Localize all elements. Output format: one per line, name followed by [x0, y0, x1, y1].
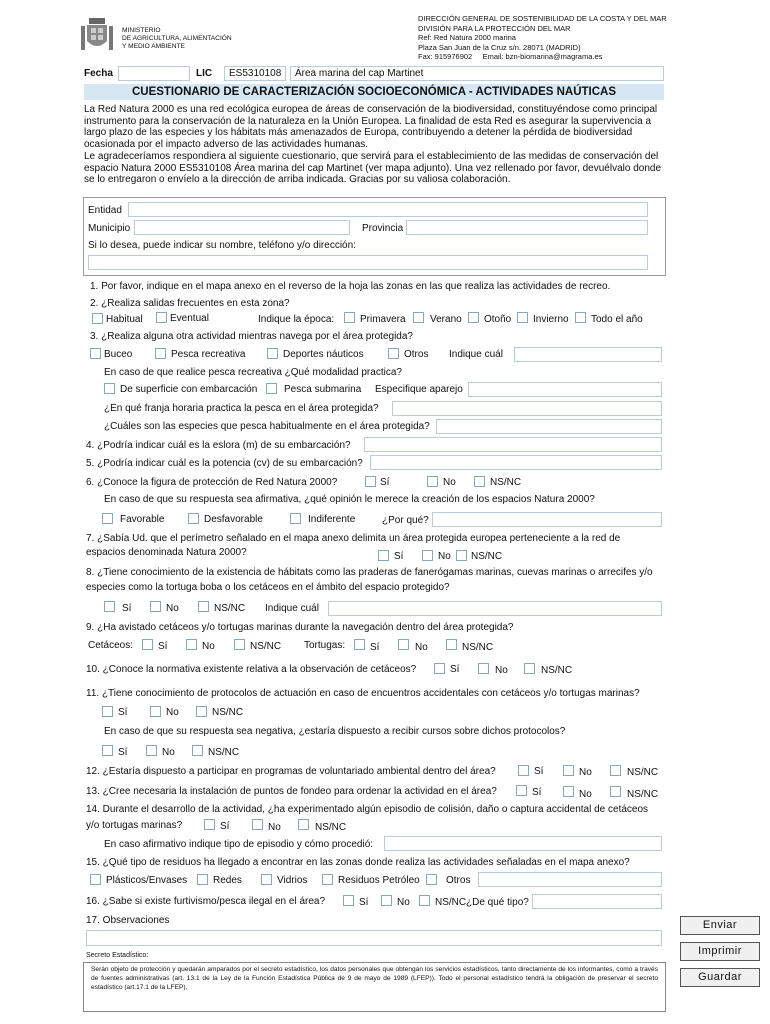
guardar-button[interactable]: Guardar [680, 968, 760, 987]
eventual-label: Eventual [170, 313, 209, 324]
potencia-input[interactable] [370, 455, 662, 470]
redes-label: Redes [213, 875, 242, 886]
q14-no-checkbox[interactable] [252, 819, 263, 830]
q7-text-2: espacios denominada Natura 2000? [86, 547, 247, 558]
q6-no-label: No [443, 477, 456, 488]
que-tipo-input[interactable] [532, 894, 662, 909]
tortugas-si-label: Sí [370, 642, 380, 653]
q12-no-label: No [579, 767, 592, 778]
otros2-label: Otros [446, 875, 471, 886]
lic-name: Área marina del cap Martinet [295, 68, 424, 79]
q6b-text: En caso de que su respuesta sea afirmativa, ¿qué opinión le merece la creación de los espacios Natura 2000? [104, 494, 595, 505]
q14-si-label: Sí [220, 821, 230, 832]
pesca-recreativa-label: Pesca recreativa [171, 349, 246, 360]
q8-nsnc-checkbox[interactable] [198, 601, 209, 612]
q6-nsnc-checkbox[interactable] [474, 476, 485, 487]
tortugas-no-checkbox[interactable] [398, 639, 409, 650]
otros2-input[interactable] [478, 872, 662, 887]
q16-nsnc-label: NS/NC [435, 897, 467, 908]
q8-si-label: Sí [122, 603, 132, 614]
eventual-checkbox[interactable] [156, 312, 167, 323]
secreto-text: Serán objeto de protección y quedarán amparados por el secreto estadístico, los datos personales que obtengan los servicios estadísticos, tanto directamente de los informantes, como a través de fuentes administrativas (art. 13.1 de la Ley de la Función Estadística Pública de 9 de mayo de 1989 (LFEP)). Todo el personal estadístico tendrá la obligación de preservar el secreto estadístico (art.17.1 de la LFEP). [83, 962, 666, 1012]
q12-no-checkbox[interactable] [563, 765, 574, 776]
otros-checkbox[interactable] [388, 348, 399, 359]
q8-nsnc-label: NS/NC [214, 603, 246, 614]
otros2-checkbox[interactable] [426, 874, 437, 885]
entidad-input[interactable] [128, 202, 648, 217]
q13-no-label: No [579, 789, 592, 800]
deportes-label: Deportes náuticos [283, 349, 364, 360]
epoca-label: Indique la época: [258, 314, 335, 325]
otros-label: Otros [404, 349, 429, 360]
deportes-checkbox[interactable] [267, 348, 278, 359]
tortugas-nsnc-checkbox[interactable] [446, 639, 457, 650]
indique-cual-label: Indique cuál [449, 349, 503, 360]
invierno-checkbox[interactable] [517, 312, 528, 323]
municipio-input[interactable] [134, 220, 350, 235]
provincia-input[interactable] [406, 220, 648, 235]
desfavorable-checkbox[interactable] [188, 513, 199, 524]
q12-si-label: Sí [534, 766, 544, 777]
lic-code-field [224, 66, 286, 81]
residuos-checkbox[interactable] [322, 874, 333, 885]
buceo-label: Buceo [104, 349, 133, 360]
q16-si-label: Sí [359, 897, 369, 908]
indiferente-label: Indiferente [308, 514, 356, 525]
q10-no-checkbox[interactable] [478, 663, 489, 674]
q12-nsnc-label: NS/NC [627, 767, 659, 778]
porque-label: ¿Por qué? [382, 515, 429, 526]
favorable-checkbox[interactable] [102, 513, 113, 524]
favorable-label: Favorable [120, 514, 165, 525]
q16-no-label: No [397, 897, 410, 908]
porque-input[interactable] [432, 512, 662, 527]
q11-nsnc-checkbox[interactable] [196, 706, 207, 717]
cetaceos-si-checkbox[interactable] [142, 639, 153, 650]
franja-text: ¿En qué franja horaria practica la pesca en el área protegida? [104, 403, 379, 414]
q17-text: 17. Observaciones [86, 915, 170, 926]
submarina-checkbox[interactable] [266, 383, 277, 394]
desfavorable-label: Desfavorable [204, 514, 263, 525]
q14-text: 14. Durante el desarrollo de la actividad, ¿ha experimentado algún episodio de colisión, daño o captura accidental de cetáceos [86, 804, 649, 815]
indiferente-checkbox[interactable] [290, 513, 301, 524]
q3-text: 3. ¿Realiza alguna otra actividad mientras navega por el área protegida? [90, 331, 413, 342]
aparejo-label: Especifique aparejo [375, 384, 463, 395]
embarcacion-label: De superficie con embarcación [120, 384, 258, 395]
q16-no-checkbox[interactable] [381, 895, 392, 906]
imprimir-button[interactable]: Imprimir [680, 942, 760, 961]
primavera-label: Primavera [360, 314, 406, 325]
q11b-no-label: No [162, 747, 175, 758]
q13-nsnc-label: NS/NC [627, 789, 659, 800]
especies-text: ¿Cuáles son las especies que pesca habitualmente en el área protegida? [104, 421, 430, 432]
q9-text: 9. ¿Ha avistado cetáceos y/o tortugas marinas durante la navegación dentro del área protegida? [86, 622, 514, 633]
tortugas-si-checkbox[interactable] [354, 639, 365, 650]
q7-nsnc-label: NS/NC [471, 551, 503, 562]
q16-nsnc-checkbox[interactable] [419, 895, 430, 906]
q16-text: 16. ¿Sabe si existe furtivismo/pesca ilegal en el área? [86, 896, 326, 907]
q13-si-checkbox[interactable] [516, 785, 527, 796]
q11-si-checkbox[interactable] [102, 706, 113, 717]
ministry-name: MINISTERIO DE AGRICULTURA, ALIMENTACIÓN Y MEDIO AMBIENTE [122, 27, 232, 50]
lic-name-field [290, 66, 664, 81]
form-title: CUESTIONARIO DE CARACTERIZACIÓN SOCIOECONÓMICA - ACTIVIDADES NAÚTICAS [84, 84, 664, 100]
fecha-input[interactable] [118, 66, 190, 81]
cetaceos-si-label: Sí [158, 641, 168, 652]
q6-no-checkbox[interactable] [427, 476, 438, 487]
q8-no-checkbox[interactable] [150, 601, 161, 612]
otono-label: Otoño [484, 314, 512, 325]
cetaceos-label: Cetáceos: [88, 640, 134, 651]
embarcacion-checkbox[interactable] [104, 383, 115, 394]
submarina-label: Pesca submarina [284, 384, 362, 395]
q14-text-2: y/o tortugas marinas? [86, 820, 183, 831]
invierno-label: Invierno [533, 314, 569, 325]
habitual-label: Habitual [106, 314, 143, 325]
q10-no-label: No [495, 665, 508, 676]
department-address: DIRECCIÓN GENERAL DE SOSTENIBILIDAD DE LA COSTA Y DEL MAR DIVISIÓN PARA LA PROTECCIÓN DEL MAR Ref: Red Natura 2000 marina Plaza San Juan de la Cruz s/n. 28071 (MADRID) Fax: 915976902 Email: bzn-biomarina@magrama.es [418, 14, 667, 62]
verano-label: Verano [430, 314, 462, 325]
primavera-checkbox[interactable] [344, 312, 355, 323]
q7-nsnc-checkbox[interactable] [456, 550, 467, 561]
q6-nsnc-label: NS/NC [490, 477, 522, 488]
q7-no-checkbox[interactable] [422, 550, 433, 561]
modalidad-text: En caso de que realice pesca recreativa ¿Qué modalidad practica? [104, 367, 402, 378]
tortugas-no-label: No [415, 642, 428, 653]
secreto-label: Secreto Estadístico: [86, 952, 149, 959]
residuos-label: Residuos Petróleo [338, 875, 420, 886]
q13-nsnc-checkbox[interactable] [610, 786, 621, 797]
municipio-label: Municipio [88, 223, 131, 234]
q14-si-checkbox[interactable] [204, 819, 215, 830]
q8-cual-label: Indique cuál [265, 603, 319, 614]
q12-si-checkbox[interactable] [518, 765, 529, 776]
q13-text: 13. ¿Cree necesaria la instalación de puntos de fondeo para ordenar la actividad en el área? [86, 786, 497, 797]
q10-text: 10. ¿Conoce la normativa existente relativa a la observación de cetáceos? [86, 664, 417, 675]
q11b-text: En caso de que su respuesta sea negativa, ¿estaría dispuesto a recibir cursos sobre dichos protocolos? [104, 726, 566, 737]
q13-si-label: Sí [532, 787, 542, 798]
plasticos-checkbox[interactable] [90, 874, 101, 885]
habitual-checkbox[interactable] [92, 313, 103, 324]
q8-text-2: especies como la tortuga boba o los cetáceos en el ámbito del espacio protegido? [86, 582, 450, 593]
q10-si-checkbox[interactable] [434, 663, 445, 674]
q12-text: 12. ¿Estaría dispuesto a participar en programas de voluntariado ambiental dentro del área? [86, 766, 496, 777]
q15-text: 15. ¿Qué tipo de residuos ha llegado a encontrar en las zonas donde realiza las actividades señaladas en el mapa anexo? [86, 857, 630, 868]
enviar-button[interactable]: Enviar [680, 916, 760, 935]
redes-checkbox[interactable] [197, 874, 208, 885]
q10-nsnc-checkbox[interactable] [524, 663, 535, 674]
especies-input[interactable] [436, 419, 662, 434]
provincia-label: Provincia [362, 223, 404, 234]
q8-text: 8. ¿Tiene conocimiento de la existencia de hábitats como las praderas de fanerógamas marinas, cuevas marinas o arrecifes y/o [86, 567, 653, 578]
q11b-nsnc-label: NS/NC [208, 747, 240, 758]
plasticos-label: Plásticos/Envases [106, 875, 188, 886]
q11b-no-checkbox[interactable] [146, 745, 157, 756]
q7-text: 7. ¿Sabía Ud. que el perímetro señalado en el mapa anexo delimita un área protegida europea perteneciente a la red de [86, 533, 621, 544]
optional-contact-input[interactable] [88, 255, 648, 270]
cetaceos-no-label: No [202, 641, 215, 652]
tortugas-nsnc-label: NS/NC [462, 642, 494, 653]
q8-cual-input[interactable] [328, 601, 662, 616]
verano-checkbox[interactable] [413, 312, 424, 323]
q6-si-label: Sí [380, 477, 390, 488]
todo-label: Todo el año [591, 314, 643, 325]
q8-no-label: No [166, 603, 179, 614]
q6-si-checkbox[interactable] [365, 476, 376, 487]
q11b-si-label: Sí [118, 747, 128, 758]
q11-no-checkbox[interactable] [150, 706, 161, 717]
cetaceos-no-checkbox[interactable] [186, 639, 197, 650]
q12-nsnc-checkbox[interactable] [610, 765, 621, 776]
q14-nsnc-label: NS/NC [315, 822, 347, 833]
lic-code: ES5310108 [229, 68, 282, 79]
q16-si-checkbox[interactable] [343, 895, 354, 906]
aparejo-input[interactable] [468, 382, 662, 397]
q14c-text: En caso afirmativo indique tipo de episodio y cómo procedió: [104, 839, 374, 850]
tortugas-label: Tortugas: [304, 640, 346, 651]
q13-no-checkbox[interactable] [563, 786, 574, 797]
buceo-checkbox[interactable] [90, 348, 101, 359]
q11-text: 11. ¿Tiene conocimiento de protocolos de actuación en caso de encuentros accidentales con cetáceos y/o tortugas marinas? [86, 688, 640, 699]
vidrios-checkbox[interactable] [261, 874, 272, 885]
cetaceos-nsnc-label: NS/NC [250, 641, 282, 652]
eslora-input[interactable] [364, 437, 662, 452]
entidad-label: Entidad [88, 205, 122, 216]
otono-checkbox[interactable] [468, 312, 479, 323]
franja-input[interactable] [392, 401, 662, 416]
q14-nsnc-checkbox[interactable] [298, 819, 309, 830]
q8-si-checkbox[interactable] [104, 601, 115, 612]
q11-si-label: Sí [118, 707, 128, 718]
intro-text: La Red Natura 2000 es una red ecológica europea de áreas de conservación de la biodiversidad, constituyéndose como principal instrumento para la conservación de la naturaleza en la Unión Europea. La finalidad de esta Red es asegurar la supervivencia a largo plazo de las especies y los hábitats más amenazados de Europa, contribuyendo a detener la pérdida de biodiversidad ocasionada por el impacto adverso de las actividades humanas. Le agradeceríamos respondiera al siguiente cuestionario, que servirá para el establecimiento de las medidas de conservación del espacio Natura 2000 ES5310108 Área marina del cap Martinet (ver mapa adjunto). Una vez rellenado por favor, devuélvalo donde se lo entregaron o envíelo a la dirección de arriba indicada. Gracias por su valiosa colaboración. [84, 104, 662, 186]
vidrios-label: Vidrios [277, 875, 308, 886]
q11-nsnc-label: NS/NC [212, 707, 244, 718]
q7-si-checkbox[interactable] [378, 550, 389, 561]
q14-no-label: No [268, 822, 281, 833]
observaciones-input[interactable] [86, 930, 662, 946]
q14c-input[interactable] [384, 836, 662, 851]
optional-contact-label: Si lo desea, puede indicar su nombre, teléfono y/o dirección: [88, 240, 356, 251]
q7-no-label: No [438, 551, 451, 562]
fecha-label: Fecha [84, 68, 113, 79]
lic-label: LIC [196, 68, 213, 79]
q2-text: 2. ¿Realiza salidas frecuentes en esta zona? [90, 298, 290, 309]
q1-text: 1. Por favor, indique en el mapa anexo en el reverso de la hoja las zonas en las que realiza las actividades de recreo. [90, 281, 611, 292]
q11-no-label: No [166, 707, 179, 718]
q4-text: 4. ¿Podría indicar cuál es la eslora (m) de su embarcación? [86, 440, 351, 451]
q6-text: 6. ¿Conoce la figura de protección de Red Natura 2000? [86, 477, 338, 488]
q10-si-label: Sí [450, 664, 460, 675]
indique-cual-input[interactable] [514, 347, 662, 362]
todo-checkbox[interactable] [575, 312, 586, 323]
pesca-recreativa-checkbox[interactable] [155, 348, 166, 359]
que-tipo-label: ¿De qué tipo? [466, 897, 529, 908]
q5-text: 5. ¿Podría indicar cuál es la potencia (cv) de su embarcación? [86, 458, 363, 469]
q10-nsnc-label: NS/NC [541, 665, 573, 676]
q11b-si-checkbox[interactable] [102, 745, 113, 756]
cetaceos-nsnc-checkbox[interactable] [234, 639, 245, 650]
coat-of-arms-logo [78, 16, 116, 56]
q11b-nsnc-checkbox[interactable] [192, 745, 203, 756]
q7-si-label: Sí [394, 551, 404, 562]
